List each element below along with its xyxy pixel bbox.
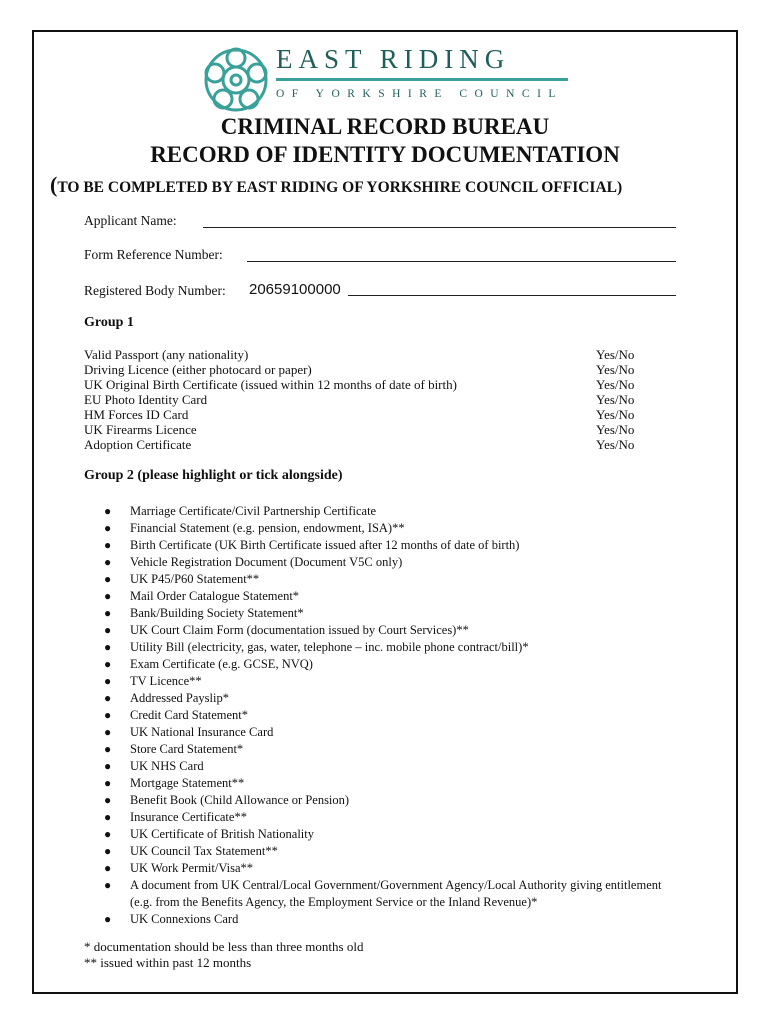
group2-item[interactable] [104, 843, 744, 860]
bullet-icon: ● [104, 657, 112, 671]
group2-item-label: UK Certificate of British Nationality [130, 827, 314, 841]
group2-item-label: Exam Certificate (e.g. GCSE, NVQ) [130, 657, 313, 671]
bullet-icon: ● [104, 793, 112, 807]
group2-item[interactable] [104, 656, 744, 673]
group2-item[interactable] [104, 792, 744, 809]
group2-item[interactable] [104, 894, 744, 911]
bullet-icon: ● [104, 776, 112, 790]
bullet-icon: ● [104, 589, 112, 603]
bullet-icon: ● [104, 861, 112, 875]
applicant-name-label: Applicant Name: [84, 213, 177, 228]
group2-item-label: Insurance Certificate** [130, 810, 247, 824]
group1-item-label: EU Photo Identity Card [84, 392, 208, 407]
group2-item-label: UK Connexions Card [130, 912, 239, 926]
page-title-line2: RECORD OF IDENTITY DOCUMENTATION [150, 142, 620, 167]
group2-item[interactable] [104, 690, 744, 707]
group2-item[interactable] [104, 775, 744, 792]
yes-no-choice[interactable]: Yes/No [596, 362, 635, 377]
group2-item[interactable] [104, 622, 744, 639]
group1-item-label: Valid Passport (any nationality) [84, 347, 249, 362]
bullet-icon: ● [104, 742, 112, 756]
group2-item-label: UK P45/P60 Statement** [130, 572, 260, 586]
registered-body-label: Registered Body Number: [84, 283, 226, 298]
group2-item-label: UK Council Tax Statement** [130, 844, 278, 858]
bullet-icon: ● [104, 827, 112, 841]
bullet-icon: ● [104, 912, 112, 926]
group2-item-label: Mortgage Statement** [130, 776, 245, 790]
group2-item[interactable] [104, 537, 744, 554]
form-reference-label: Form Reference Number: [84, 247, 223, 262]
group2-list [104, 503, 744, 928]
group1-heading: Group 1 [84, 315, 134, 330]
group2-item-label: UK National Insurance Card [130, 725, 274, 739]
bullet-icon: ● [104, 844, 112, 858]
group2-item-label: Mail Order Catalogue Statement* [130, 589, 300, 603]
group2-item[interactable] [104, 758, 744, 775]
group2-item[interactable] [104, 503, 744, 520]
bullet-icon: ● [104, 674, 112, 688]
yes-no-choice[interactable]: Yes/No [596, 407, 635, 422]
bullet-icon: ● [104, 725, 112, 739]
group2-item[interactable] [104, 911, 744, 928]
group2-item[interactable] [104, 571, 744, 588]
group2-heading: Group 2 (please highlight or tick alongside) [84, 468, 343, 483]
page-title-line1: CRIMINAL RECORD BUREAU [220, 114, 550, 139]
group2-item[interactable] [104, 741, 744, 758]
rose-logo-icon [200, 44, 272, 116]
group2-item-label: Store Card Statement* [130, 742, 244, 756]
group2-item-label: Benefit Book (Child Allowance or Pension) [130, 793, 350, 807]
bullet-icon: ● [104, 555, 112, 569]
group1-item-label: UK Original Birth Certificate (issued within 12 months of date of birth) [84, 377, 457, 392]
yes-no-choice[interactable]: Yes/No [596, 392, 635, 407]
footnotes [84, 939, 363, 971]
yes-no-choice[interactable]: Yes/No [596, 422, 635, 437]
group2-item-label: Financial Statement (e.g. pension, endowment, ISA)** [130, 521, 405, 535]
bullet-icon: ● [104, 708, 112, 722]
group2-item-label: UK Work Permit/Visa** [130, 861, 254, 875]
group1-item-label: Adoption Certificate [84, 437, 192, 452]
group2-item-label: Vehicle Registration Document (Document V5C only) [130, 555, 403, 569]
group1-item-label: Driving Licence (either photocard or paper) [84, 362, 312, 377]
footnote-1: * documentation should be less than three months old [84, 939, 364, 954]
subtitle-text: TO BE COMPLETED BY EAST RIDING OF YORKSHIRE COUNCIL OFFICIAL) [57, 179, 623, 196]
group2-item-label: UK Court Claim Form (documentation issued by Court Services)** [130, 623, 469, 637]
group2-item[interactable] [104, 554, 744, 571]
group1-item-label: UK Firearms Licence [84, 422, 197, 437]
group2-item[interactable] [104, 877, 744, 894]
group1-item [84, 407, 644, 422]
group1-item [84, 422, 644, 437]
group2-item[interactable] [104, 809, 744, 826]
brand-name: EAST RIDING [276, 44, 511, 74]
footnote-2: ** issued within past 12 months [84, 955, 252, 970]
brand-rule [276, 78, 568, 81]
group2-item[interactable] [104, 724, 744, 741]
group2-item-label: Bank/Building Society Statement* [130, 606, 304, 620]
bullet-icon: ● [104, 810, 112, 824]
bullet-icon: ● [104, 572, 112, 586]
group1-item-label: HM Forces ID Card [84, 407, 189, 422]
group2-item-label: (e.g. from the Benefits Agency, the Employment Service or the Inland Revenue)* [130, 895, 538, 909]
group2-item[interactable] [104, 826, 744, 843]
page-subtitle [50, 172, 622, 198]
group2-item-label: Birth Certificate (UK Birth Certificate issued after 12 months of date of birth) [130, 538, 520, 552]
bullet-icon: ● [104, 640, 112, 654]
bullet-icon: ● [104, 691, 112, 705]
bullet-icon: ● [104, 606, 112, 620]
group2-item-label: A document from UK Central/Local Government/Government Agency/Local Authority giving entitlement [130, 878, 662, 892]
group1-list [84, 347, 644, 452]
registered-body-value: 20659100000 [249, 281, 341, 298]
group1-item [84, 392, 644, 407]
group2-item-label: UK NHS Card [130, 759, 204, 773]
group2-item-label: Credit Card Statement* [130, 708, 249, 722]
group2-item-label: Marriage Certificate/Civil Partnership Certificate [130, 504, 377, 518]
group2-item[interactable] [104, 639, 744, 656]
group1-item [84, 362, 644, 377]
brand-subtitle: OF YORKSHIRE COUNCIL [276, 88, 563, 100]
yes-no-choice[interactable]: Yes/No [596, 377, 635, 392]
form-reference-field[interactable] [247, 261, 676, 262]
registered-body-field[interactable] [348, 295, 676, 296]
group1-item [84, 377, 644, 392]
bullet-icon [104, 894, 130, 911]
group2-item[interactable] [104, 588, 744, 605]
group1-item [84, 347, 644, 362]
group2-item-label: TV Licence** [130, 674, 202, 688]
group2-item[interactable] [104, 860, 744, 877]
bullet-icon: ● [104, 623, 112, 637]
yes-no-choice[interactable]: Yes/No [596, 437, 635, 452]
applicant-name-field[interactable] [203, 227, 676, 228]
group2-item[interactable] [104, 520, 744, 537]
bullet-icon: ● [104, 504, 112, 518]
bullet-icon: ● [104, 521, 112, 535]
group2-item[interactable] [104, 605, 744, 622]
group1-item [84, 437, 644, 452]
subtitle-paren: ( [50, 172, 58, 197]
group2-item-label: Utility Bill (electricity, gas, water, telephone – inc. mobile phone contract/bill)* [130, 640, 529, 654]
bullet-icon: ● [104, 759, 112, 773]
group2-item[interactable] [104, 673, 744, 690]
bullet-icon: ● [104, 538, 112, 552]
bullet-icon: ● [104, 878, 112, 892]
yes-no-choice[interactable]: Yes/No [596, 347, 635, 362]
group2-item-label: Addressed Payslip* [130, 691, 229, 705]
group2-item[interactable] [104, 707, 744, 724]
